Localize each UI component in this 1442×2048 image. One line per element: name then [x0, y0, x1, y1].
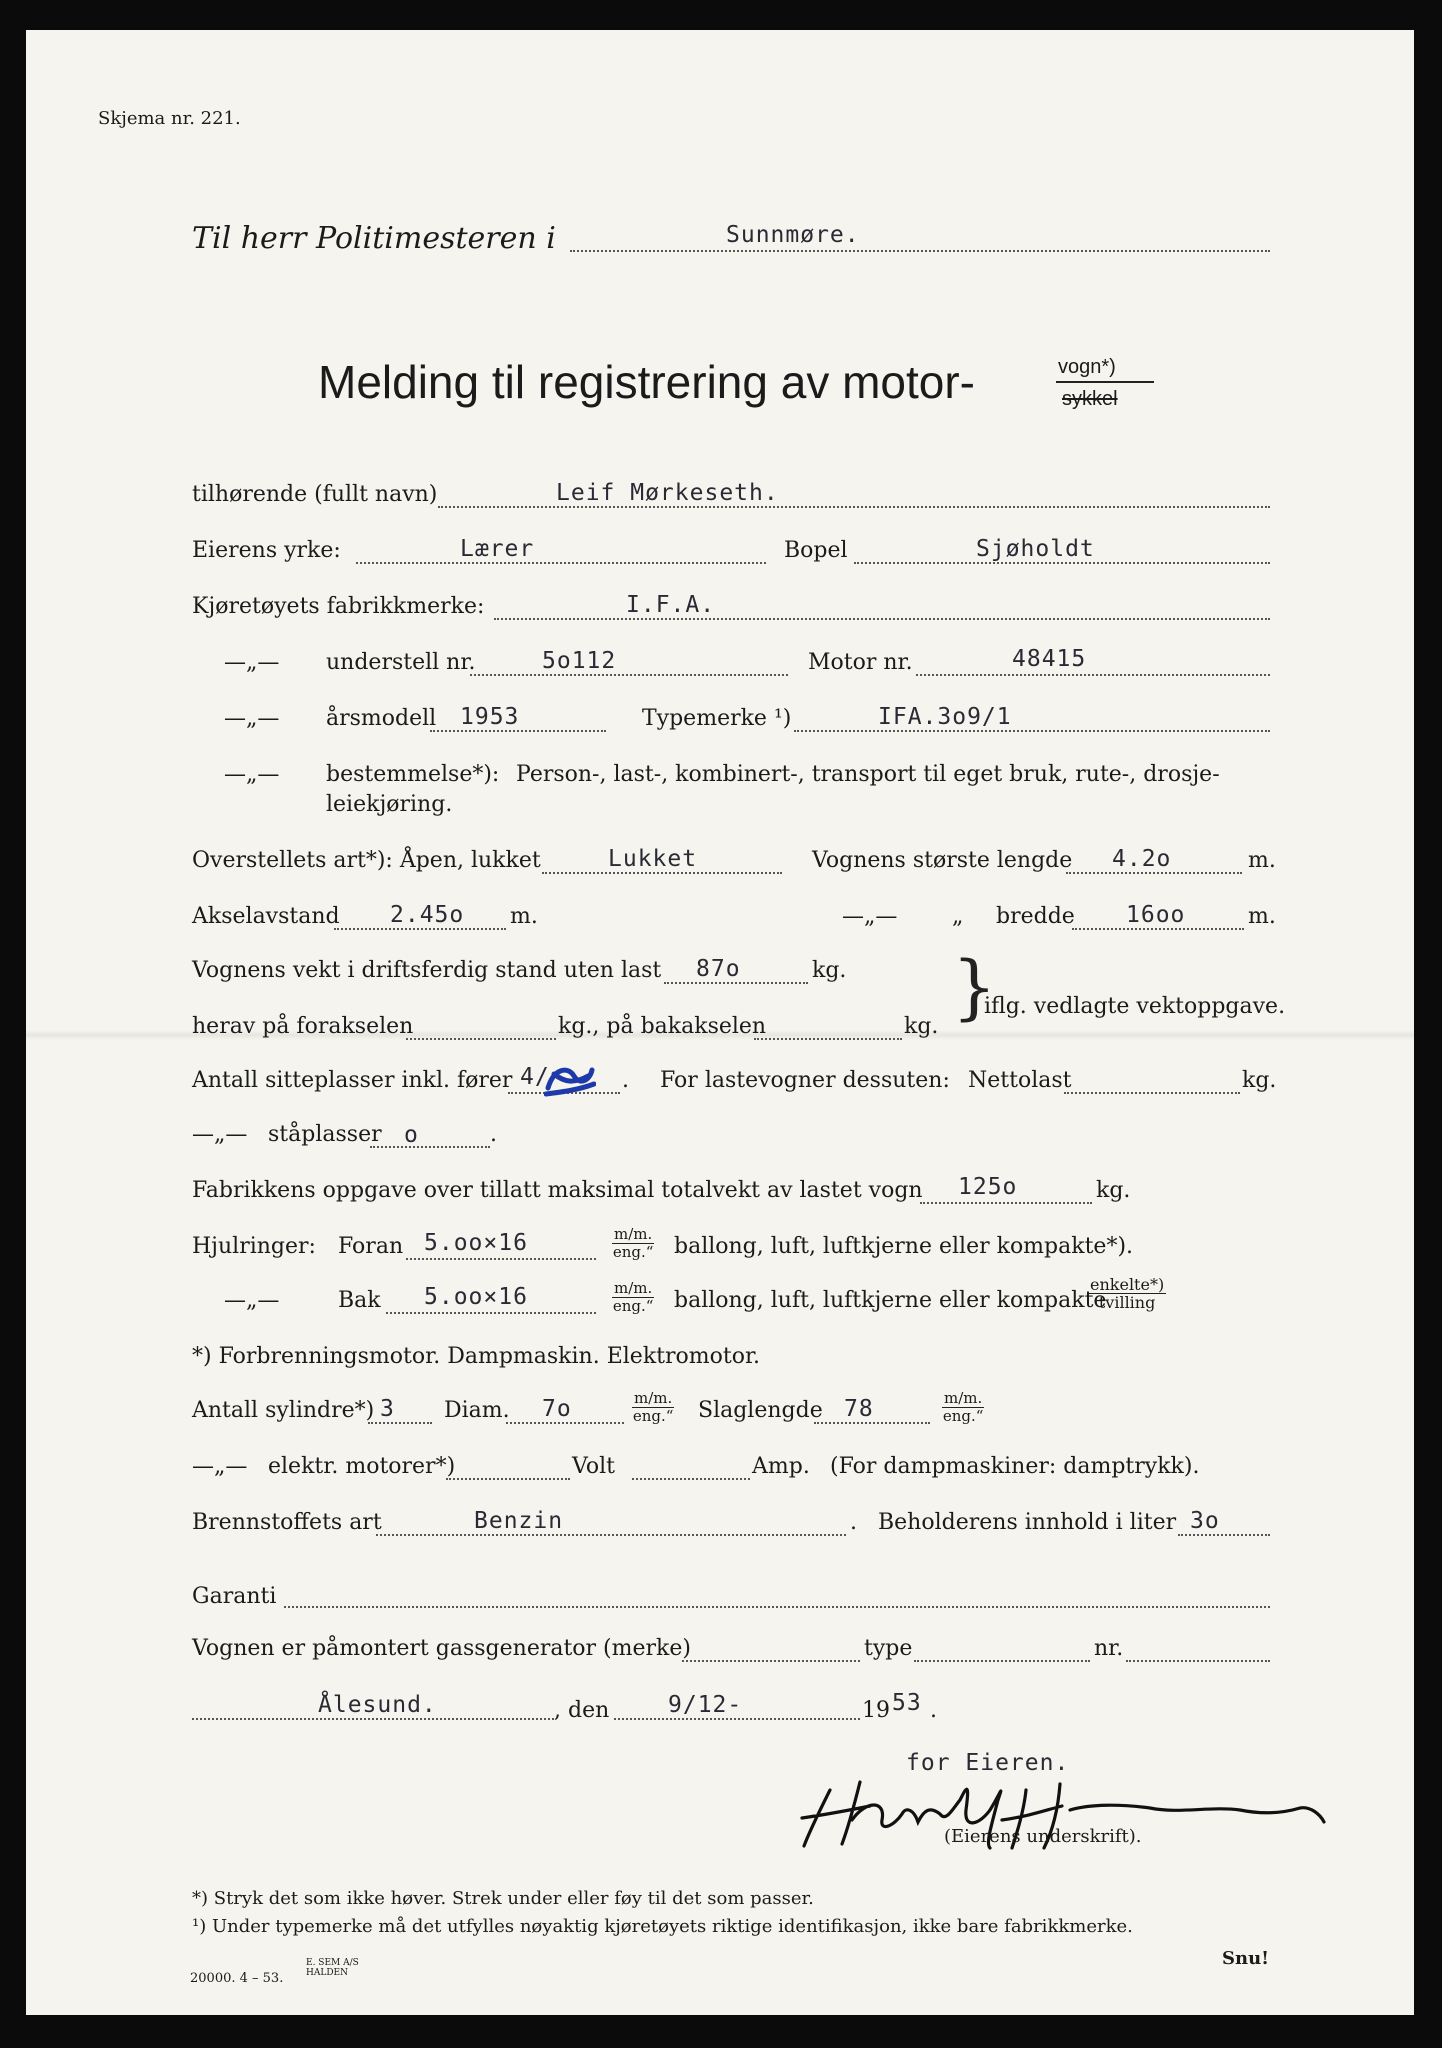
rear-axle-line — [754, 1038, 902, 1040]
tyres-front-line — [406, 1258, 596, 1260]
body-value[interactable]: Lukket — [608, 846, 698, 872]
make-value[interactable]: I.F.A. — [626, 592, 716, 618]
ditto-electric: —„— — [192, 1454, 248, 1479]
tyres-rear-line — [386, 1312, 596, 1314]
max-weight-unit: kg. — [1096, 1178, 1131, 1203]
unit-mm: m/m. — [614, 1279, 653, 1297]
standing-line — [370, 1146, 490, 1148]
max-weight-label: Fabrikkens oppgave over tillatt maksimal totalvekt av lastet vogn — [192, 1178, 923, 1203]
tyres-front-label: Foran — [338, 1234, 404, 1259]
addressee-label: Til herr Politimesteren i — [192, 221, 556, 256]
tyres-front-value[interactable]: 5.oo×16 — [424, 1230, 528, 1256]
max-weight-value[interactable]: 125o — [958, 1174, 1018, 1200]
axle-value[interactable]: 2.45o — [390, 902, 465, 928]
tank-value[interactable]: 3o — [1190, 1508, 1220, 1534]
length-line — [1066, 872, 1242, 874]
place-value[interactable]: Ålesund. — [318, 1692, 437, 1718]
weight-line — [664, 982, 808, 984]
gas-generator-label: Vognen er påmontert gassgenerator (merke) — [192, 1636, 691, 1661]
length-label: Vognens største lengde — [812, 848, 1073, 873]
engine-type-options: *) Forbrenningsmotor. Dampmaskin. Elektromotor. — [192, 1344, 761, 1369]
width-value[interactable]: 16oo — [1126, 902, 1186, 928]
residence-line — [854, 562, 1270, 564]
standing-label: ståplasser — [268, 1122, 382, 1147]
form-number: Skjema nr. 221. — [98, 108, 241, 129]
tank-line — [1178, 1534, 1270, 1536]
seats-label: Antall sitteplasser inkl. fører — [192, 1068, 513, 1093]
unit-mm: m/m. — [944, 1389, 983, 1407]
diam-value[interactable]: 7o — [542, 1396, 572, 1422]
cylinders-label: Antall sylindre*) — [192, 1398, 375, 1423]
occupation-line — [356, 562, 766, 564]
ditto-width: —„— — [842, 904, 898, 929]
make-label: Kjøretøyets fabrikkmerke: — [192, 594, 485, 619]
axle-unit: m. — [510, 904, 538, 929]
weight-value[interactable]: 87o — [696, 956, 741, 982]
net-load-unit: kg. — [1242, 1068, 1277, 1093]
body-label: Overstellets art*): Åpen, lukket — [192, 848, 541, 873]
footnote-1: *) Stryk det som ikke høver. Strek under eller føy til det som passer. — [192, 1888, 814, 1909]
unit-eng: eng.“ — [632, 1407, 674, 1425]
stroke-unit — [942, 1390, 984, 1425]
guarantee-label: Garanti — [192, 1584, 277, 1609]
fuel-label: Brennstoffets art — [192, 1510, 382, 1535]
motor-line — [916, 674, 1270, 676]
max-weight-line — [920, 1202, 1092, 1204]
front-axle-line — [406, 1038, 556, 1040]
diam-line — [506, 1422, 624, 1424]
type-value[interactable]: IFA.3o9/1 — [878, 704, 1012, 730]
footnote-2: ¹) Under typemerke må det utfylles nøyaktig kjøretøyets riktige identifikasjon, ikke bare fabrikkmerke. — [192, 1916, 1133, 1937]
width-label: bredde — [996, 904, 1075, 929]
type-label: Typemerke ¹) — [642, 706, 792, 731]
residence-label: Bopel — [784, 538, 848, 563]
tyres-rear-label: Bak — [338, 1288, 381, 1313]
guarantee-line — [284, 1606, 1270, 1608]
purpose-options: Person-, last-, kombinert-, transport til eget bruk, rute-, drosje- — [516, 762, 1220, 787]
date-line — [614, 1718, 860, 1720]
model-year-value[interactable]: 1953 — [460, 704, 520, 730]
printer-mark: E. SEM A/S HALDEN — [306, 1958, 359, 1978]
body-line — [542, 872, 782, 874]
rear-axle-unit: kg. — [904, 1014, 939, 1039]
weight-brace: } — [952, 946, 997, 1028]
diam-label: Diam. — [444, 1398, 510, 1423]
weight-label: Vognens vekt i driftsferdig stand uten last — [192, 958, 662, 983]
purpose-options-cont: leiekjøring. — [326, 792, 453, 817]
fuel-value[interactable]: Benzin — [474, 1508, 564, 1534]
gas-nr-line — [1126, 1660, 1270, 1662]
cylinders-line — [368, 1422, 432, 1424]
single-label: enkelte*) — [1090, 1275, 1165, 1294]
chassis-label: understell nr. — [326, 650, 476, 675]
date-value[interactable]: 9/12- — [668, 1692, 743, 1718]
tank-label: Beholderens innhold i liter — [878, 1510, 1177, 1535]
width-unit: m. — [1248, 904, 1276, 929]
unit-eng: eng.“ — [612, 1243, 654, 1261]
rear-axle-label: kg., på bakakselen — [558, 1014, 767, 1039]
length-value[interactable]: 4.2o — [1112, 846, 1172, 872]
ink-correction-scribble — [544, 1062, 596, 1098]
gas-generator-line — [682, 1660, 860, 1662]
tyres-label: Hjulringer: — [192, 1234, 316, 1259]
signature-caption: (Eierens underskrift). — [944, 1826, 1142, 1847]
residence-value[interactable]: Sjøholdt — [976, 536, 1095, 562]
ditto-chassis: —„— — [224, 650, 280, 675]
addressee-line — [570, 250, 1270, 252]
weight-unit: kg. — [812, 958, 847, 983]
ditto-model-year: —„— — [224, 706, 280, 731]
standing-value[interactable]: o — [404, 1122, 419, 1148]
owner-value[interactable]: Leif Mørkeseth. — [556, 480, 779, 506]
cargo-label: For lastevogner dessuten: — [660, 1068, 950, 1093]
owner-line — [438, 506, 1270, 508]
unit-eng: eng.“ — [942, 1407, 984, 1425]
gas-type-label: type — [864, 1636, 913, 1661]
model-year-label: årsmodell — [326, 706, 437, 731]
addressee-value[interactable]: Sunnmøre. — [726, 222, 860, 248]
turn-page-note: Snu! — [1222, 1948, 1270, 1969]
stroke-value[interactable]: 78 — [844, 1396, 874, 1422]
electric-label: elektr. motorer*) — [268, 1454, 456, 1479]
tyres-rear-value[interactable]: 5.oo×16 — [424, 1284, 528, 1310]
motor-label: Motor nr. — [808, 650, 913, 675]
volt-label: Volt — [572, 1454, 615, 1479]
axle-label: Akselavstand — [192, 904, 340, 929]
chassis-value[interactable]: 5o112 — [542, 648, 617, 674]
for-owner-text: for Eieren. — [906, 1750, 1070, 1776]
steam-label: (For dampmaskiner: damptrykk). — [830, 1454, 1200, 1479]
occupation-value[interactable]: Lærer — [460, 536, 535, 562]
cylinders-value[interactable]: 3 — [380, 1396, 395, 1422]
tyres-rear-unit — [612, 1280, 654, 1315]
tyres-front-unit — [612, 1226, 654, 1261]
standing-end: . — [490, 1122, 497, 1147]
print-edition: 20000. 4 – 53. — [190, 1971, 284, 1986]
fuel-end: . — [850, 1510, 857, 1535]
year-value[interactable]: 53 — [892, 1690, 922, 1716]
owner-label: tilhørende (fullt navn) — [192, 482, 438, 507]
ditto-standing: —„— — [192, 1122, 248, 1147]
ditto-rear: —„— — [224, 1288, 280, 1313]
unit-mm: m/m. — [634, 1389, 673, 1407]
title-sykkel: sykkel — [1062, 388, 1118, 410]
amp-label: Amp. — [752, 1454, 810, 1479]
make-line — [494, 618, 1270, 620]
year-prefix: 19 — [862, 1698, 890, 1723]
title-vogn: vogn*) — [1058, 356, 1116, 378]
diam-unit — [632, 1390, 674, 1425]
purpose-label: bestemmelse*): — [326, 762, 500, 787]
gas-nr-label: nr. — [1094, 1636, 1124, 1661]
occupation-label: Eierens yrke: — [192, 538, 341, 563]
form-title: Melding til registrering av motor- — [318, 356, 976, 408]
amp-line — [632, 1478, 750, 1480]
tyres-single-twin — [1088, 1276, 1166, 1311]
tyres-front-options: ballong, luft, luftkjerne eller kompakte*). — [674, 1234, 1134, 1259]
width-line — [1072, 928, 1244, 930]
tyres-rear-options: ballong, luft, luftkjerne eller kompakte — [674, 1288, 1107, 1313]
axle-line — [334, 928, 506, 930]
weight-note: iflg. vedlagte vektoppgave. — [984, 994, 1286, 1019]
unit-eng: eng.“ — [612, 1297, 654, 1315]
motor-value[interactable]: 48415 — [1012, 646, 1087, 672]
net-load-line — [1064, 1092, 1240, 1094]
date-den-label: , den — [554, 1698, 610, 1723]
volt-line — [446, 1478, 570, 1480]
model-year-line — [430, 730, 606, 732]
front-axle-label: herav på forakselen — [192, 1014, 414, 1039]
twin-label: tvilling — [1098, 1293, 1156, 1312]
type-line — [794, 730, 1270, 732]
stroke-line — [814, 1422, 930, 1424]
date-end: . — [930, 1698, 937, 1723]
width-quote: „ — [952, 904, 964, 929]
place-line — [192, 1718, 554, 1720]
length-unit: m. — [1248, 848, 1276, 873]
chassis-line — [470, 674, 788, 676]
title-fraction-bar — [1056, 381, 1154, 383]
seats-end: . — [622, 1068, 629, 1093]
gas-type-line — [914, 1660, 1090, 1662]
ditto-purpose: —„— — [224, 762, 280, 787]
seats-value[interactable]: 4/ — [520, 1064, 550, 1090]
fuel-line — [376, 1534, 846, 1536]
stroke-label: Slaglengde — [698, 1398, 823, 1423]
net-load-label: Nettolast — [968, 1068, 1072, 1093]
unit-mm: m/m. — [614, 1225, 653, 1243]
